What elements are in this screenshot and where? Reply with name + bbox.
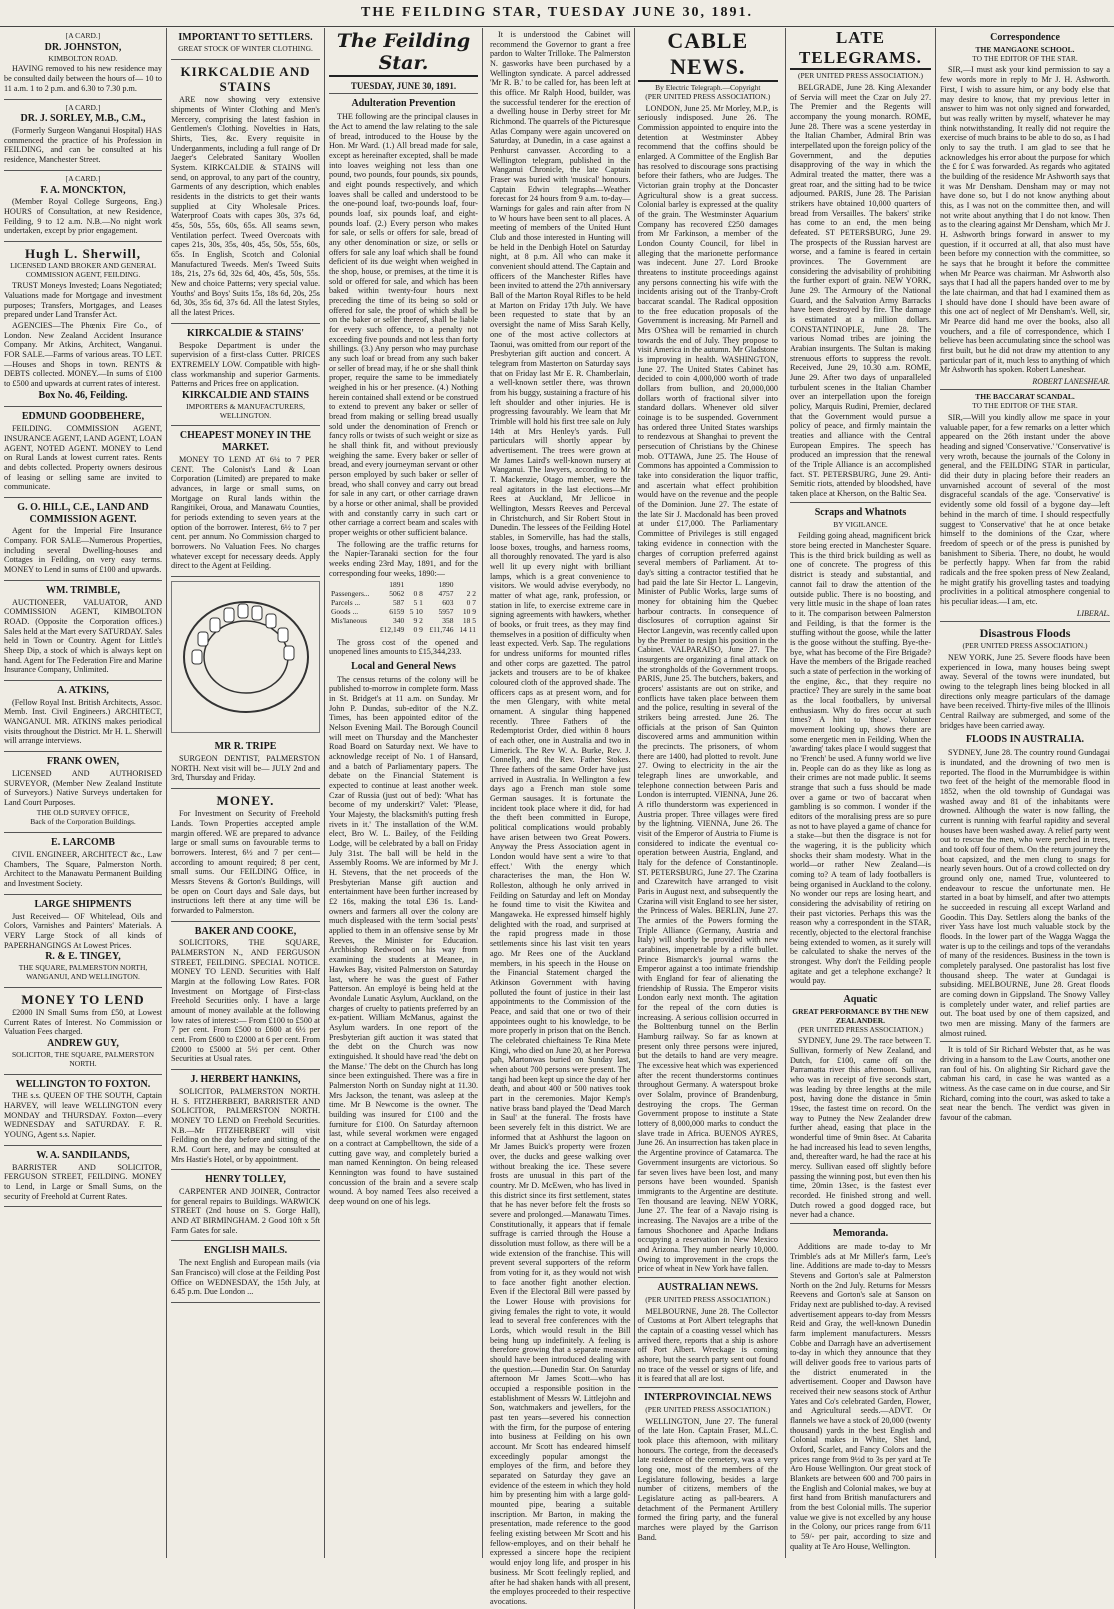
article-body-late-telegrams: BELGRADE, June 28. King Alexander of Servia will meet the Czar on July 27. The Premier and the Regents will accompany the young monarch. ROME, June 28. There was a scene yesterday in the Italian Chamber, Admiral Brin was interpellated upon the foreign policy of the Government, and the deputies disapproving of the way in which the Admiral treated the matter, there was a great roar, and the sitting had to be twice adjourned. PARIS, June 28. The Parisian strikers have obtained 10,000 quarters of bread from Versailles. The bakers' strike has come to an end, the men being defeated. ST PETERSBURG, June 29. The prospects of the Russian harvest are worse, and a famine is feared in certain provinces. The Government are considering the advisability of prohibiting the further export of grain. NEW YORK, June 29. The Armoury of the National Guard, and the Salvation Army Barracks have been destroyed by fire. The damage is estimated at a million dollars. CONSTANTINOPLE, June 28. The various Nomad tribes are joining the Arabian insurgents. The Sultan is making strenuous efforts to suppress the revolt. Received, June 29, 10.30 a.m. ROME, June 29. After two days of unparalleled turbulent scenes in the Italian Chamber over an interpellation upon the foreign policy, Marquis Rudini, Premier, declared that the Government would pursue a policy of peace, and firmly maintain the treaties and alliance with the Central European Empires. The speech has produced an impression that the renewal of the Triple Alliance is an accomplished fact. ST. PETERSBURG, June 29. Anti-Semitic riots, attended by bloodshed, have taken place at Kherson, on the Baltic Sea. [790,82,931,499]
ad-name-2: KIRKCALDIE AND STAINS [181,389,310,401]
letter-signature: LIBERAL. [1076,608,1110,618]
table-cell: 14 11 [459,624,476,634]
ad-kirkcaldie-clothing [171,60,320,324]
ad-body-2: SOLICITOR, THE SQUARE, PALMERSTON NORTH. [11,1049,155,1068]
letter-body-baccarat: SIR,—Will you kindly allow me space in your valuable paper, for a few remarks on a letter which appeared on the 26th instant under the above heading and signed 'Conservative.' 'Conservative' is very wroth, because the journals of the Colony in general, and the FEILDING STAR in particular, did their duty in placing before their readers an unvarnished account of several of the most disgraceful scandals of the age. 'Conservative' is evidently some old fossil of a bygone day—left behind in the march of time. I should respectfully suggest to 'Conservative' that he at once betake himself to the dominions of the Czar, where freedom of speech or of the press is punished by banishment to Siberia. There, no doubt, he would be perfectly happy. When far from the rabid radicals and the free spoken press of New Zealand, he might gratify his grovelling tastes and toadying proclivities in a political atmosphere congenial to his peculiar ideas.—I am, etc. [940,413,1110,606]
table-cell: Goods ... [331,607,359,616]
ad-larcomb [4,833,162,894]
table-cell: 5957 [438,607,454,616]
article-body-adulteration: THE following are the principal clauses in the Act to amend the law relating to the sale of bread, introduced to the House by the Hon. Mr Ward. (1.) All bread made for sale, except as hereinafter excepted, shall be made into loaves weighing not less than one pound, two pounds, four pounds, six pounds, and eight pounds respectively, and which loaves shall be called and understood to be the one-pound loaf, two-pounds loaf, four-pounds loaf, six pounds loaf, and eight-pounds loaf. (2.) Every person who makes for sale, or sells or offers for sale, bread of any other denomination or size, or sells or offers for sale any loaf which shall be found deficient of its due weight when weighed in the shop, house, or premises, at the time it is sold or offered for sale, and which has been baked within twenty-four hours next preceding the time of its being so sold or offered for sale, the proof of which shall be on the baker or seller thereof, shall be liable for every such offence, to a penalty not exceeding five pounds and not less than forty shillings. (3.) Any person who may purchase any such loaf or bread from any such baker or seller of bread may, if he or she shall think proper, require the same to be immediately weighed in his or her presence. (4.) Nothing herein contained shall extend or be construed to extend to prevent any baker or seller of bread from making or selling bread usually sold under the denomination of French or fancy rolls or twists of such weight or size as he shall think fit, and without previously weighing the same. Every baker or seller of bread, and every journeyman servant or other person employed by such baker or seller of bread, who shall convey and carry out bread for sale in any cart, or other carriage drawn by a horse or other animal, shall be provided with and constantly carry in such cart or other carriage a correct beam and scales with proper weights or other sufficient balance. [329,112,478,538]
column-advertisements-2 [166,28,324,1558]
section-heading-late-telegrams: LATE TELEGRAMS. [790,28,931,70]
ad-body-2: Back of the Corporation Buildings. [30,817,136,827]
ad-name: HENRY TOLLEY, [205,1174,286,1186]
ad-body: Bespoke Department is under the supervision of a first-class Cutter. PRICES EXTREMELY LOW. Compatible with high-class workmanship and superior Garments. Patterns and Prices free on application. [171,340,320,389]
table-cell: 6159 [389,607,405,616]
ad-baker-cooke [171,922,320,1071]
denture-illustration [171,581,320,733]
article-body-anecdote: It is told of Sir Richard Webster that, as he was driving in a hansom to the Law Courts, another one ran foul of his. On alighting Sir Richard gave the cabman his card, in case he was wanted as a witness. As the case came on in due course, and Sir Richard, coming into the court, was asked to take a seat near the bench. The verdict was given in favour of the cabman. [940,1045,1110,1123]
news-left [487,28,634,1609]
table-cell: 603 [442,598,454,608]
ad-kirkcaldie-bespoke [171,324,320,427]
ad-body: £2000 IN Small Sums from £50, at Lowest Current Rates of Interest. No Commission or Valuation Fees charged. [4,1008,162,1037]
ad-trimble [4,581,162,681]
traffic-intro: The following are the traffic returns for the Napier-Taranaki section for the four weeks ending 23rd May, 1891, and for the corresponding four weeks, 1890:— [329,539,478,578]
ad-name: ENGLISH MAILS. [203,1245,288,1257]
section-heading-australian-news: AUSTRALIAN NEWS. [657,1281,759,1293]
ad-body: CARPENTER AND JOINER, Contractor for general repairs to Buildings. WARWICK STREET (2nd house on S. Gorge Hall), AND AT BIRMINGHAM. 2 Good 10ft x 5ft Farm Gates for sale. [171,1187,320,1235]
table-cell: 5062 [389,589,405,599]
section-heading-scraps: Scraps and Whatnots [814,506,907,518]
ad-body: MONEY TO LEND AT 6¼ to 7 PER CENT. The Colonist's Land & Loan Corporation (Limited) are prepared to make advances, in large or small sums, on Mortgage on Rural lands within the Rangitikei, Oroua, and Manawatu Counties, for periods extending to seven years at the option of the borrower. Interest, 6½ to 7 per cent. per annum. No Commission charged to borrowers. No Valuation Fees. No charges whatever except for necessary deeds. Apply direct to the Agent at Feilding. [171,454,320,571]
ad-sorley [4,100,162,171]
ad-name: WELLINGTON TO FOXTON. [15,1078,151,1090]
scraps-byline: BY VIGILANCE. [833,519,888,529]
traffic-returns-table [329,581,478,634]
newspaper-title: The Feilding Star. [329,30,478,77]
table-cell: £11,746 [429,624,454,634]
ad-money-to-lend [4,988,162,1075]
ad-name: MR R. TRIPE [214,741,277,753]
ad-name: MONEY TO LEND [21,991,145,1007]
article-body-floods: NEW YORK, June 25. Severe floods have been experienced in Iowa, many houses being swept away. Several of the towns were inundated, but owing to the telegraph lines being blocked in all directions only meagre particulars of the damage have been received. Thirty-five miles of the Illinois Central Railway are submerged, and some of the bridges have been carried away. [940,652,1110,730]
table-cell: £12,149 [379,624,405,634]
ad-subheading: GREAT STOCK OF WINTER CLOTHING. [178,43,313,53]
column-news [482,28,785,1606]
ad-tag: [A CARD.] [65,102,101,112]
ad-body: ARE now showing very extensive shipments of Winter Clothing and Men's Mercery, comprising the latest fashion in Gentlemen's Clothing. Novelties in Hats, Shirts, Ties, &c. Every requisite in Underganments, including a full range of Dr Jaeger's Celebrated Sanitary Woollen System. KIRKCALDIE & STAINS will send, on approval, to any part of the country, Garments of any description, which enables residents in the districts to get their wants supplied at City Wholesale Prices. Waterproof Coats with capes 30s, 37s 6d, 45s, 50s, 55s, 60s, 65s. All seams sewn, Ventilation perfect. Tweed Overcoats with capes 21s, 30s, 35s, 40s, 45s, 50s, 55s, 60s, 65s. In English, Scotch and Colonial Manufactured Tweeds. Men's Tweed Suits 18s, 21s, 27s 6d, 32s 6d, 40s, 45s, 50s, 55s. New and choice Patterns; very special value. Youths' and Boys' Suits 15s, 18s 6d, 20s, 25s 6d, 30s, 35s 6d, 37s 6d. All the latest Styles, all the latest Prices. [171,95,320,318]
ad-tingey [4,895,162,988]
ad-body: The next English and European mails (via San Francisco) will close at the Feilding Post Office on WEDNESDAY, the 15th July, at 6.45 p.m. Due London ... [171,1258,320,1297]
ad-body: SURGEON DENTIST, PALMERSTON NORTH. Next visit will be— JULY 2nd and 3rd, Thursday and Friday. [171,753,320,783]
ad-monckton [4,171,162,242]
article-body-floods-australia: SYDNEY, June 28. The country round Gundagai is inundated, and the drowning of two men is reported. The flood in the Murrumbidgee is within two feet of the height of the memorable flood in 1852, when the old township of Gundagai was washed away and 81 of the inhabitants were drowned. Although the water is now falling, the current is running with fearful rapidity and several houses have been washed away. A relief party went out to rescue the men, who were perched in trees, and took off four of them. On the return journey the boat capsized, and the men clung to snags for nearly seven hours. Out of a crowd collected on dry ground only one, named True, volunteered to endeavour to rescue the unfortunate men. He started in a boat by himself, and after two attempts he succeeded in rescuing all except Warland and Goodin. This Day. Settlers along the banks of the river Yass have lost much valuable stock by the floods. In the lower part of the Wagga Wagga the water is up to the ceilings and tops of the verandahs of many of the residences. Business in the town is completely paralysed. One pastoralist has lost five thousand sheep. The water at Gundagai is subsiding. MELBOURNE, June 28. Great floods are coming down in Gippsland. The Snowy Valley is completely under water, and relief parties are out. The boat used by one of them capsized, and two men are missing. Many of the farmers are almost ruined. [940,748,1110,1038]
press-association-line: (PER UNITED PRESS ASSOCIATION.) [962,641,1088,651]
article-body-interprovincial-news: WELLINGTON, June 27. The funeral of the late Hon. Captain Fraser, M.L.C. took place this afternoon, with military honours. The cortege, from the deceased's late residence of the cemetery, was a very long one, most of the members of the Legislature following, besides a large number of citizens, members of the Legislature acting as pall-bearers. A detachment of the Permanent Artillery formed the firing party, and the funeral marches were played by the Garrison Band. [637,1416,778,1542]
ad-name-2: ANDREW GUY, [47,1038,119,1050]
article-body-aquatic: SYDNEY, June 29. The race between T. Sullivan, formerly of New Zealand, and Dutch, for £100, came off on the Parramatta river this afternoon. Sullivan, who was in receipt of five seconds start, was leading by three lengths at the mile post, having done the distance in 5min 19sec, the fastest time on record. On the way to Putney the New Zealander drew further ahead, easing that place in the wonderful time of 9min 8sec. At Cabarita he had increased his lead to seven lengths, and, thereafter ward, he had the race at his mercy. Sullivan eased off slightly before passing the winning post, but even then his time, 20min 13sec, is the fastest ever recorded. He finished strong and well. Dutch rowed a good dogged race, but never had a chance. [790,1036,931,1220]
section-heading-aquatic: Aquatic [843,994,878,1006]
table-cell: 9 2 [413,615,423,625]
ad-body: FEILDING. COMMISSION AGENT, INSURANCE AGENT, LAND AGENT, LOAN AGENT, NOTED AGENT. MONEY to Lend on Rural Lands at lowest current rates. Rents and debts collected. Property owners desirous of leasing or selling same are invited to communicate. [4,424,162,492]
dateline: TUESDAY, JUNE 30, 1891. [329,79,478,95]
ad-name: W. A. SANDILANDS, [36,1149,130,1161]
press-association-line: (PER UNITED PRESS ASSOCIATION.) [645,91,771,101]
ad-tripe-dentist [171,737,320,789]
letter-body-mangaone: SIR,—I must ask your kind permission to say a few words more in reply to Mr J. H. Ashworth. First, I wish to assure him, or any body else that may desire to know, that my previous letter in answer to him was not only signed and forwarded, but was really written by myself, whatever he may think notwithstanding. It really did not require the exercise of much brains to be able to do so, as I had only to say the truth. I am glad to see that he acknowledges his error about the purpose for which the £ for £ was forwarded. As regards who agitated the building of the residence Mr Ashworth says that it was Mr Densham. Densham may or may not have done so, but I do not know anything about this, as I was not on the committee then, and will not write about anything that I do not know. Then as to the clearing against Mr Densham, which Mr J. H. Ashworth brings forward in answer to my question, if it occurred at all, that also must have been before my connection with the committee, so he says that he brought it before the committee when Mr Pearce was chairman. Mr Ashworth also says that I had all the papers handed over to me by the late chairman, and that had I examined them as I should have done I should have been aware of this one act of neglect of Mr Densham's. Well, sir, Mr Pearce did hand me over the books, also all vouchers, and a file of correspondence, which I believe has been accumulating since the school was first built, but he did not draw my attention to any particular part of it, much less to anything of which Mr Ashworth has spoken. Robert Laneshear. [940,65,1110,375]
letter-signature: ROBERT LANESHEAR. [1032,376,1110,386]
ad-name: J. HERBERT HANKINS, [190,1074,301,1086]
section-heading-cable-news: CABLE NEWS. [638,28,779,82]
section-heading-memoranda: Memoranda. [832,1228,889,1240]
ad-name: CHEAPEST MONEY IN THE MARKET. [179,430,312,454]
ad-name: DR. JOHNSTON, [44,41,122,53]
article-body-memoranda: Additions are made to-day to Mr Trimble's ads at Mr Miller's farm, Lee's line. Additions are made to-day to Messrs Stevens and Gorton's sale at Palmerston North on the 2nd July. Returns for Messrs Reevens and Gorton's sale at Sanson on Friday next are published to-day. A revised advertisement appears to-day from Messrs Reid and Gray, the well-known Dunedin farm implement manufacturers. Messrs Cobbe and Darragh have an advertisement to-day in which they announce that they will deliver goods free to various parts of the district enumerated in the advertisement. Cooper and Dawson have received their new seasons stock of Arthur Yates and Co's celebrated Garden, Flower, and Agricultural seeds.—ADVT. Or flannels we have a stock of 20,000 (twenty thousand) yards in the best English and Colonial makes in White, Shet land, Oxford, Scarlet, and Fancy Colors and the prices range from 9½d to 3s per yard at Te Aro House Wellington. Our great stock of Blankets are between 600 and 700 pairs in the English and Colonial makes, we buy at first hand from British manufacturers and from the best Colonial mills. The superior value we give is not excelled by any house in the Colony, our prices range from 6/11 to 59/- per pair, according to size and quality at Te Aro House, Wellington. [790,1241,931,1551]
ad-body-2: IMPORTERS & MANUFACTURERS, WELLINGTON. [186,401,305,420]
table-cell [329,626,375,635]
ad-name: DR. J. SORLEY, M.B., C.M., [20,113,146,125]
ad-name: Hugh L. Sherwill, [25,246,141,262]
ad-name: KIRKCALDIE AND STAINS [180,63,311,94]
letter-address: TO THE EDITOR OF THE STAR. [972,53,1078,63]
table-cell: 358 [442,615,454,625]
ad-johnston [4,28,162,100]
table-cell: 340 [393,615,405,625]
press-association-line: (PER UNITED PRESS ASSOCIATION.) [797,71,923,81]
ad-name: EDMUND GOODBEHERE, [21,411,145,423]
press-association-line: (PER UNITED PRESS ASSOCIATION.) [645,1294,771,1304]
ad-heading: IMPORTANT TO SETTLERS. [178,32,313,43]
ad-body: LICENSED AND AUTHORISED SURVEYOR, (Member New Zealand Institute of Surveyors.) Native Surveys undertaken for Land Court Purposes. [4,768,162,807]
press-association-line: (PER UNITED PRESS ASSOCIATION.) [645,1404,771,1414]
ad-name: MONEY. [216,792,275,808]
ad-heading: LARGE SHIPMENTS [34,898,132,910]
article-body-scraps: Feilding going ahead, magnificent brick store being erected in Manchester Square. This is the third brick building as well as one of concrete. The progress of this district is steady and substantial, and cannot fail to draw the attention of the outside public. There is no boosting, and very little music in the shape of loan rates to it. The comparison between Palmerston and Feilding, is that the former is the stuffing without the goose, while the latter is the goose without the stuffing. Bye-the-bye, what has become of the Fire Brigade? Have the members of the Brigade reached such a state of perfection in the working of the engine, &c., that they require no practice? They are surely in the same boat as the local footballers, by universal enthusiasm. Why do fires occur at such times? A hint to 'those'. Volunteer movement looking up, shows there are some energetic men in Feilding. When the 'awarding' takes place I would suggest that no 'French' be used. A funny world we live in. People can do as they like as long as their crimes are not made public. It seems strange that such a fuss should be made over a game or two of baccarat when gambling is so common. I wonder if the editors of the moralising press are so pure as not to have played a game of chance for a stake—but then the disgrace is not for the wagering, it is the publicity which shocks their sham modesty. What in the world—or rather New Zealand—is coming to? A team of lady footballers is being organised in Auckland to the colony. No wonder our reps are losing heart, and considering the advisability of retiring on their past victories. Perhaps this was the reason why a correspondent in the STAR, recently, objected to the electoral franchise being extended to women, as it surely will be calculated to shake the nerves of the strongest. Why don't the Feilding people agitate and get a telephone exchange? It would pay. [790,531,931,986]
table-header-cell: 1891 [389,580,405,590]
column-correspondence [935,28,1114,1558]
column-telegrams [785,28,935,1558]
ad-body: AUCTIONEER, VALUATOR, AND COMMISSION AGENT, KIMBOLTON ROAD. (Opposite the Corporation offices.) Sales held at the Mart every SATURDAY. Sales held in Town or Country. Agent for Little's Sheep Dip, a stock of which is always kept on hand. Agent for The Federation Fire and Marine Insurance Company, Unlimited. [4,597,162,675]
letter-heading-baccarat: THE BACCARAT SCANDAL. [975,392,1075,402]
ad-name: A. ATKINS, [57,684,109,696]
letter-address: TO THE EDITOR OF THE STAR. [972,401,1078,411]
ad-role: LICENSED LAND BROKER AND GENERAL COMMISSION AGENT, FEILDING. [10,261,156,280]
ad-name-2: THE OLD SURVEY OFFICE, [36,807,130,817]
table-cell: 0 9 [413,624,423,634]
ad-goodbehere [4,407,162,498]
section-heading-interprovincial-news: INTERPROVINCIAL NEWS [643,1391,772,1403]
news-right [634,28,782,1609]
ad-atkins [4,681,162,752]
ad-tolley [171,1170,320,1241]
ad-body-agencies: AGENCIES—The Phœnix Fire Co., of London. New Zealand Accident Insurance Company. Mr Atkins, Architect, Wanganui. FOR SALE.—Farms of various areas. TO LET.—Houses and Shops in town. RENTS & DEBTS collected. MONEY.—In sums of £100 to £500 and upwards at current rates of interest. [4,320,162,388]
ad-address: Box No. 46, Feilding. [38,389,128,401]
ad-body: THE s.s. QUEEN OF THE SOUTH, Captain HARVEY, will leave WELLINGTON every MONDAY and THURSDAY. Foxton—every WEDNESDAY and SATURDAY. F. R. YOUNG, Agent s.s. Napier. [4,1091,162,1140]
table-cell: Passengers... [331,589,370,599]
ad-name: BAKER AND COOKE, [194,925,297,937]
section-heading-correspondence: Correspondence [990,32,1060,43]
dental-plate-icon [176,592,316,722]
article-body-local-news-continued: It is understood the Cabinet will recommend the Governor to grant a free pardon to Walter Trilloke. The Palmerston N. gasworks have been purchased by a Wellington syndicate. A parcel addressed 'Mr R. B.' to be called for, has been left at this office. Mr Ralph Hood, builder, was the successful tenderer for the erection of a dwelling house in Derby street for Mr Richmond. The quarrels of the Picturesque Atlas Company were again uncovered on Saturday, at Dunedin, in a case against a Penhurst canvasser. According to a Wellington telegram, published in the Wanganui Chronicle, the late Captain Fraser was buried with 'musical' honours. Captain Edwin telegraphs—Weather forecast for 24 hours from 9 a.m. to-day—Warnings for gales and rain after from N to W hours have been sent to all places. A meeting of members of the United Hunt Club and those interested in Hunting will be held in the Denbigh Hotel on Saturday night, at 8 p.m. All who can make it convenient should attend. The Captain and officers of the Manchester Rifles have been invited to attend the 27th anniversary Ball of the Marton Royal Rifles to be held at Marton on Friday 17th July. We have been requested to state that by an oversight the name of Miss Sarah Kelly, one of the most active collectors at Taonui, was omitted from our report of the Presbyterian gift auction and concert. A telegram from Masterton on Saturday says that on Friday last Mr E. R. Chamberlain, a well-known settler there, was thrown from his buggy, sustaining a fracture of his left shoulder and other injuries. He is progressing favourably. We learn that Mr Trimble will hold his first tree sale on July 14th at Mrs Henley's yards. Full particulars will shortly appear by advertisement. The trees were grown at Mr James Laird's well-known nursery at Wanganui. The lawyers, according to Mr T. Mackenzie, Otago member, were the real agitators in the last elections—Mr Rees at Auckland, Mr Jellicoe in Wellington, Messrs Reeves and Perceval in Christchurch, and Sir Robert Stout in Dunedin. The lessees of the Feilding Hotel stables, in Somerville, has had the stalls, loose boxes, troughs, and harness rooms, all thoroughly renovated. The yard is also well lit up every night with brilliant lamps, which is a great convenience to visitors. We would advise everybody, no matter of what age, rank, profession, or station in life, to exercise extreme care in signing agreements with hawkers, whether of books, or fruit trees, as they may find themselves in a position of difficulty when least expected. Verb. Sap. The regulations for undress uniforms for mounted rifles and other corps are gazetted. The patrol jackets and trousers are to be of khakee coloured cloth of the approved shade. The officers caps as at present worn, and for the men Glengary, with white metal ornament. A singular thing happened recently. Three Fathers of the Redemptorist Order, died within 8 hours of each other, one in Australia and two in Limerick. The Rev W. A. Burke, Rev. J. Connelly, and the Rev. Father Stokes. Three fathers of the same Order have just arrived in Australia. In Wellington a few days ago a French man stole some German sausages. It is fortunate the incident took place where it did, for had the theft been committed in Europe, political complications would probably have arisen between two Great Powers. Anyway the Press Association agent in London would have sent a wire 'to that effect.' With the energy which characterises the man, the Hon W. Rolleston, although he only arrived in Feilding on Saturday and left on Monday he found time to visit the Kiwitea and Mangaweka. He expressed himself highly delighted with the road, and surprised at the rapid progress made in those settlements since his last visit ten years ago. Mr Rees one of the Auckland members, in his speech in the House on the Financial Statement charged the Atkinson Government with having polluted the fount of justice in their last appointments to the Commission of the Peace, and said that one or two of their appointees ought to his knowledge, to be more properly in prison that on the Bench. The celebrated chieftainess Te Rina Mete Kingi, who died on June 20, at her Porewa pah, Martonwas buried on Sunday last, when about 700 persons were present. The tangi had been kept up since the day of her death, and about 400 or 500 natives took part in the ceremonies. Major Kemp's native brass band played the 'Dead March in Saul' at the funeral. The frosts have been severely felt in this district. We are informed that at Ashhurst the lagoon on Mr James Buick's property were frozen over, the ducks and geese walking over without breaking the ice. These severe frosts are unusual in this part of the country. Mr D. McEwen, who has lived in this district since its first settlement, states that he has never before felt the frosts so severe and prolonged.—Manawatu Times. Constitutionally, it appears that if female suffrage is carried through the House a dissolution must follow, as there will be a wide extension of the franchise. This will prevent several supporters of the reform from voting for it, as they would not wish to face another fight another election. Even if the Electoral Bill were passed by the Lower House with provisions for giving females the right to vote, it would lead to several free conferences with the Lords, which would result in the Bill being hung up indefinitely. A feeling is therefore growing that a separate measure should have been introduced dealing with the question.—Dunedin Star. On Saturday afternoon Mr James Scott—who has occupied a responsible position in the establishment of Messrs W. Littlejohn and Son, watchmakers and jewellers, for the past ten years—severed his connection with the firm, for the purpose of entering into business at Feilding on his own account. Mr Scott has endeared himself exceedingly popular amongst the employes of the firm, and before they separated on Saturday they gave an evidence of the esteem in which they hold him by presenting him with a large gold-mounted pipe, bearing a suitable inscription. Mr Barton, in making the presentation, made reference to the good feeling existing between Mr Scott and his fellow-employes, and on their behalf he expressed a sincere hope the recipient would enjoy long life, and prosper in his business. Mr Scott feelingly replied, and after he had shaken hands with all present, the employes proceeded to their respective avocations. [490,30,631,1606]
table-cell: 5 10 [409,607,423,616]
ad-money [171,789,320,922]
ad-body: HAVING removed to his new residence may be consulted daily between the hours of— 10 to 11 a.m. 1 to 2 p.m. and 6.30 to 7.30 p.m. [4,64,162,93]
article-body-cable-news: LONDON, June 25. Mr Morley, M.P., is seriously indisposed. June 26. The Commission appointed to enquire into the detention at Westminster Abbey recommend that the coffins should be enlarged. A Committee of the English Bar has resolved to discourage sons practising before their fathers, who are Judges. The Victorian grain trophy at the Doncaster Agricultural show is a great success. Colonial barley is expressed at the quality of the grain. The Westminster Aquarium Company has recovered £250 damages from Mr Farkinson, a member of the London County Council, for libel in alleging that the marionette performance was indecent. June 27. Lord Brooke threatens to institute proceedings against any persons connecting his wife with the incidents arising out of the Tranby-Croft baccarat scandal. The Radical opposition to the free education proposals of the Government is increasing. Mr Parnell and Mrs O'Shea will be remarried in church towards the end of July. They propose to visit America in the autumn. Mr Gladstone is improving in health. WASHINGTON, June 27. The United States Cabinet has decided to coin 4,000,000 worth of trade dollars from bullion, and 20,000,000 dollars worth of fractional silver into standard dollars. Whenever old silver coinage is to be suspended. Government has ordered three United States warships to rendezvous at Shanghai to prevent the persecution of Christians by the Chinese mob. OTTAWA, June 25. The House of Commons has appointed a Commission to take into consideration the liquor traffic, and ascertain what effect prohibition would have on the revenue and the people of the Dominion. June 27. The estate of the late Sir J. Macdonald has been proved at under £17,000. The Parliamentary Committee of Privileges is still engaged taking evidence in connection with the charges of corruption preferred against several members of Parliament. At to-day's sitting a contractor testified that he had paid the late Sir Hector L. Langevin, Minister of Public Works, large sums of money for obtaining him the Quebec harbour contracts. In consequence of disclosures of corruption against Sir Hector Langevin, was recently called upon by the Premier to resign his position in the Cabinet. VALPARAISO, June 27. The insurgents are organizing a final attack on the strongholds of the Government troops. PARIS, June 25. The butchers, bakers, and grocers' assistants are out on strike, and conflicts have taken place between them and the police, resulting in several of the strikers being arrested. June 26. The officials at the prison of San Quinton discovered arms and ammunition within the precincts. The prisoners, of whom there are 1400, had plotted to revolt. June 27. Owing to electricity in the air the telegraph lines are unworkable, and telephone connection between Paris and London is interrupted. VIENNA, June 26. A riflo thunderstorm was experienced in Austria proper. Three villages were fired by the lightning. VIENNA, June 26. The visit of the Emperor of Austria to Fiume is considered to indicate the eventual co-operation between Austria, England, and Italy for the defence of Constantinople. ST. PETERSBURG, June 27. The Czarina and Czarewitch have arranged to visit Paris in August next, and subsequently the Czarina will visit England to see her sister, the Princess of Wales. BERLIN, June 27. The armies of the Powers forming the Triple Alliance (Germany, Austria and Italy) will shortly be provided with new carabines, impenetrable by a rifle bullet. Prince Bismarck's journal warns the Emperor against a too intimate friendship with England for fear of alienating the friendship of Russia. The Emperor visits London early next month. The agitation for the repeal of the corn duties is increasing. A serious collision occurred in the Bolttenburg tunnel on the Berlin Hamburg railway. So far as known at present only three persons were injured, but the details to hand are very meagre. The excessive heat which was experienced after the recent thunderstorms continues throughout Germany. A waterspout broke over Solalm, province of Brandenburg, destroying the crops. The German Government propose to institute a State lottery of 8,000,000 marks to conduct the slave trade in Africa. BUENOS AYRES, June 26. An insurrection has taken place in the Argentine province of Catamarca. The Government insurgents are victorious. So far seven lives have been lost, and many persons have been wounded. Spanish immigrants to the Argentine are destitute. Ten thousand are leaving. NEW YORK, June 27. The fear of a Navajo rising is increasing. The Navajos are a tribe of the famous Shochonee and Apache Indians occupying a reservation in New Mexico and Arizona. They number nearly 10,000. Owing to improvement in the crops the price of wheat in New York have fallen. [637,103,779,1274]
ad-shipping [4,1075,162,1146]
table-cell: 4757 [438,589,454,599]
ad-tag: [A CARD.] [65,173,101,183]
ad-sandilands [4,1146,162,1207]
ad-body: (Fellow Royal Inst. British Architects, Assoc. Memb. Inst. Civil Engineers.) ARCHITECT, WANGANUI. MR. ATKINS makes periodical visits throughout the District. Mr H. L. Sherwill will arrange interviews. [4,697,162,746]
ad-name: FRANK OWEN, [46,756,120,768]
ad-name: WM. TRIMBLE, [46,584,120,596]
ad-tag: [A CARD.] [65,31,101,40]
press-association-line: (PER UNITED PRESS ASSOCIATION.) [797,1024,923,1034]
section-heading-floods-australia: FLOODS IN AUSTRALIA. [965,734,1085,746]
ad-hankins [171,1070,320,1170]
ad-settlers [171,28,320,60]
table-cell: 10 9 [462,607,476,616]
table-cell: 2 2 [466,589,476,599]
table-cell: Parcels ... [331,598,361,608]
table-cell: Mis'laneous [331,615,367,625]
ad-body: TRUST Moneys Invested; Loans Negotiated; Valuations made for Mortgage and investment purposes; Transfers, Mortgages, and Leases prepared under Land Transfer Act. [4,281,162,320]
ad-body: (Formerly Surgeon Wanganui Hospital) HAS commenced the practice of his Profession in FEILDING, and can be consulted at his residence, Manchester Street. [4,126,162,165]
section-heading-floods: Disastrous Floods [979,625,1071,640]
ad-body: (Member Royal College Surgeons, Eng.) HOURS of Consultation, at new Residence, Feilding, 9 to 12 a.m. N.B.—No night work undertaken, except by prior engagement. [4,197,162,236]
article-body-local-news: The census returns of the colony will be published to-morrow in complete form. Mass in St. Bridget's at 11 a.m. on Sunday. Mr John P. Dundas, sub-editor of the N.Z. Times, has been appointed editor of the Nelson Evening Mail. The Borough Council will meet on Thursday and the Manchester Road Board on Saturday next. We have to acknowledge receipt of No. 1 of Hansard, and a batch of Parliamentary papers. The debate on the Financial Statement is expected to continue at least another week. Czar of Russia (just out of bed): 'What has become of my underskirt?' Valet: 'Please, Your Majesty, the blacksmith's putting fresh rivets in it.' The installation of the W.M. elect, Bro W. L. Bailey, of the Feilding Lodge, will be celebrated by a ball on Friday July 31st. The ball will be held in the Assembly Rooms. We are informed by Mr J. H. Stevens, that the net proceeds of the Presbyterian Manse gift auction and entertainment have been further increased by £2 16s, making the total £36 1s. Land-owners and farmers all over the colony are much displeased with the term 'social pests' applied to them in an offensive sense by Mr Reeves, the Minister for Education. Archbishop Redwood on his way from examining the students at Meanee, in Hawkes Bay, visited Palmerston on Saturday last, where he was the guest of Father Patterson. An employé is being held at the Avondale Lunatic Asylum, Auckland, on the charges of cruelty to patients preferred by an ex-patient. William McManus, against the Asylum warders. In one report of the Presbyterian gift auction it was stated that the debt on the Church was now extinguished. It should have read 'the debt on the Manse.' The debt on the Church has long since been extinguished. There was a fire in Palmerston North on Sunday night at 11.30. Mrs Jackson, the tenant, was asleep at the time. Mr B Newcome is the owner. The building was insured for £100 and the furniture for £100. On Saturday afternoon last, while several workmen were engaged on a contract at Campbelltown, the side of a cutting gave way, and completely buried a man named Kennington. On being released Kennington was found to have sustained concussion of the brain and a severe scalp wound. A boy named Tees also received a deep wound on one of his legs. [329,674,478,1206]
ad-body: BARRISTER AND SOLICITOR, FERGUSON STREET, FEILDING. MONEY to Lend, in Large or Small Sums, on the security of Freehold at Current Rates. [4,1162,162,1201]
column-advertisements-1 [0,28,166,1558]
ad-body: Agent for the Imperial Fire Insurance Company. FOR SALE—Numerous Properties, including several Dwelling-houses and Cottages in Feilding, on very easy terms. MONEY to Lend in sums of £100 and upwards. [4,526,162,575]
ad-name: F. A. MONCKTON, [40,184,126,196]
column-editorial [324,28,482,1558]
ad-cheapest-money [171,426,320,577]
letter-heading-mangaone: THE MANGAONE SCHOOL. [975,44,1075,54]
table-cell: 0 8 [413,589,423,599]
ad-body: Just Received— OF Whitelead, Oils and Colors, Varnishes and Painters' Materials. A VERY Large Stock of all kinds of PAPERHANGINGS At Lowest Prices. [4,911,162,950]
ad-name: G. O. HILL, C.E., LAND AND COMMISSION AGENT. [17,501,149,525]
ad-address: THE SQUARE, PALMERSTON NORTH, WANGANUI, AND WELLINGTON. [18,963,148,981]
ad-hill [4,498,162,581]
masthead: THE FEILDING STAR, TUESDAY JUNE 30, 1891. [0,0,1114,27]
ad-name: E. LARCOMB [51,837,115,849]
ad-english-mails [171,1241,320,1302]
ad-sherwill [4,242,162,407]
table-cell: 587 [393,598,405,608]
ad-body: SOLICITOR, PALMERSTON NORTH. H. S. FITZHERBERT, BARRISTER AND SOLICITOR, PALMERSTON NORTH. MONEY TO LEND on Freehold Securities. N.B.—Mr FITZHERBERT will visit Feilding on the day before and sitting of the R.M. Court here, and may be consulted at Mrs Hastie's Hotel, or by appointment. [171,1086,320,1164]
article-heading-local-news: Local and General News [351,660,456,672]
ad-name: KIRKCALDIE & STAINS' [186,327,305,339]
ad-body: For Investment on Security of Freehold Lands. Town Properties accepted ample margin offered. WE are prepared to advance large or small sums on favourable terms to borrowers. Interest, 6½ and 7 per cent—according to amount required; 8 per cent, small sums. Our FEILDING Office, in Messrs Stevens & Gorton's Buildings, will be open on Court days and Sale days, but instructions left there at any time will be forwarded to Palmerston. [171,809,320,915]
table-cell: 18 5 [462,615,476,625]
traffic-note: The gross cost of the opened and unopened lines amounts to £15,344,233. [329,637,478,657]
cable-byline: By Electric Telegraph.—Copyright [655,82,761,92]
ad-name: R. & E. TINGEY, [45,951,121,963]
ad-address: KIMBOLTON ROAD. [48,53,118,63]
aquatic-subheading: GREAT PERFORMANCE BY THE NEW ZEALANDER. [792,1006,929,1025]
table-total-row [329,626,478,635]
ad-body: CIVIL ENGINEER, ARCHITECT &c., Law Chambers, The Square, Palmerston North. Architect to the Manawatu Permanent Building and Investment Society. [4,850,162,889]
article-heading-adulteration: Adulteration Prevention [351,98,456,110]
ad-body: SOLICITORS, THE SQUARE, PALMERSTON N., AND FERGUSON STREET, FEILDING. SPECIAL NOTICE. MONEY TO LEND. Securities with Half Margin at the following Low Rates. FOR Investment on Mortgage of First-class Freehold Securities only. I have a large amount of money available at the following low rates of interest:— From £100 to £500 at 7 per cent. From £500 to £600 at 6½ per cent. From £600 to £2000 at 6 per cent. From £2000 to £5000 at 5½ per cent. Other Securities at Usual rates. [171,938,320,1064]
table-header-cell: 1890 [438,580,454,590]
ad-owen [4,752,162,833]
table-cell: 5 1 [413,598,423,608]
article-body-australian-news: MELBOURNE, June 28. The Collector of Customs at Port Albert telegraphs that the captain of a coasting vessel which has arrived there, reports that a ship is ashore off Port Albert. Wreckage is coming ashore, but the search party sent out found no trace of the vessel or signs of life, and it is feared that all are lost. [637,1306,778,1384]
table-cell: 0 7 [466,598,476,608]
news-split [487,28,781,1609]
